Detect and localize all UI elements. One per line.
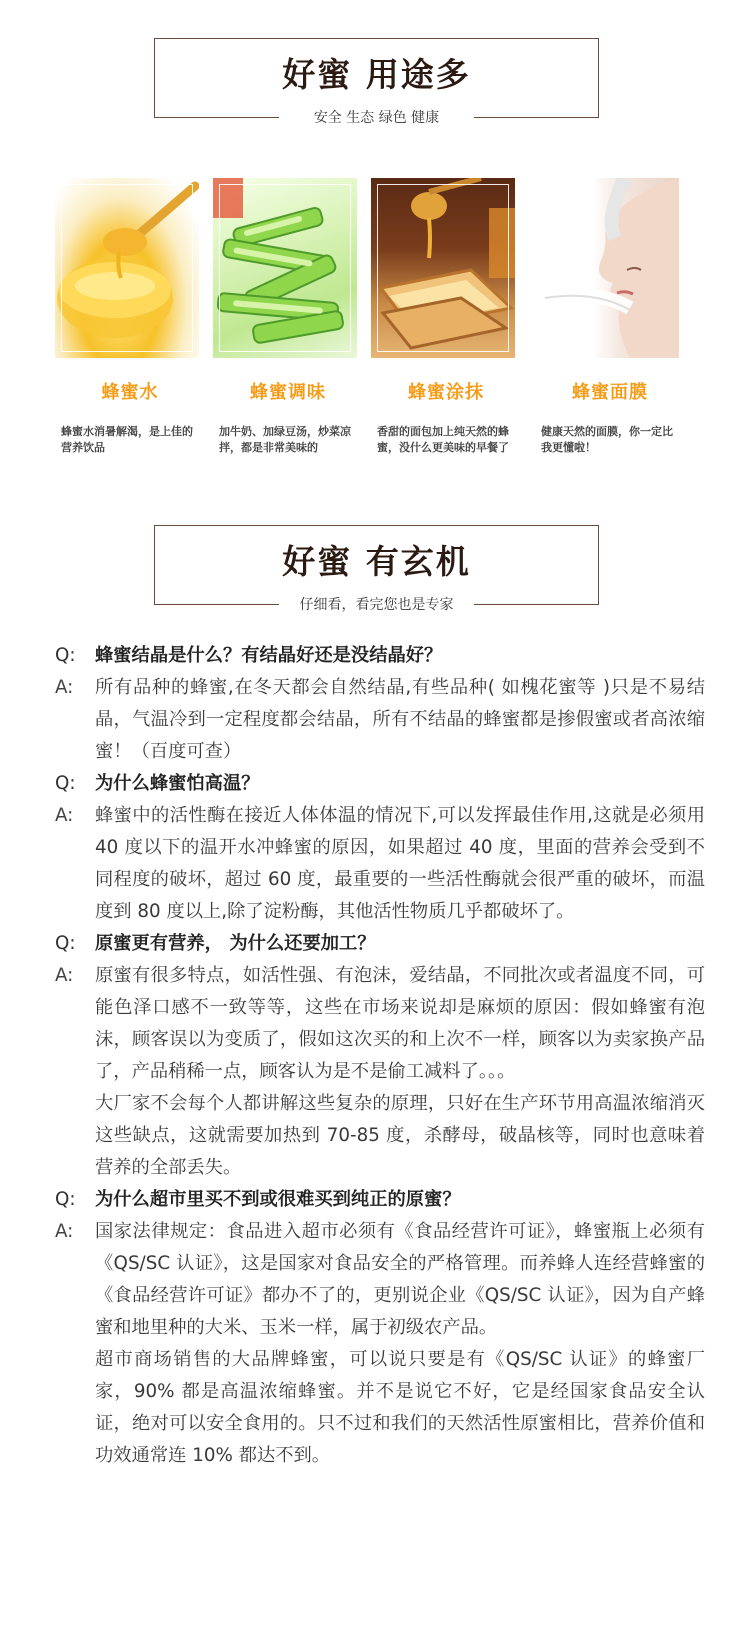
section-secrets-title: 好蜜 有玄机 xyxy=(282,542,471,581)
answer-continued: 大厂家不会每个人都讲解这些复杂的原理，只好在生产环节用高温浓缩消灭这些缺点，这就需要加热到 70-85 度，杀酵母，破晶核等，同时也意味着营养的全部丢失。 xyxy=(95,1093,705,1178)
question-text: 为什么超市里买不到或很难买到纯正的原蜜？ xyxy=(95,1189,461,1210)
section-uses-header xyxy=(154,38,599,126)
section-secrets-subtitle: 仔细看，看完您也是专家 xyxy=(155,596,598,614)
section-uses-subtitle: 安全 生态 绿色 健康 xyxy=(155,109,598,127)
question-mark: Q: xyxy=(55,773,76,794)
answer-mark: A: xyxy=(55,805,74,826)
answer-text: 国家法律规定：食品进入超市必须有《食品经营许可证》，蜂蜜瓶上必须有《QS/SC 认证》，这是国家对食品安全的严格管理。而养蜂人连经营蜂蜜的《食品经营许可证》都办不了的，更别说企业《QS/SC 认证》，因为自产蜂蜜和地里种的大米、玉米一样，属于初级农产品。 xyxy=(95,1221,705,1338)
use-desc: 健康天然的面膜，你一定比我更懂啦！ xyxy=(541,425,673,454)
answer-continued: 超市商场销售的大品牌蜂蜜，可以说只要是有《QS/SC 认证》的蜂蜜厂家，90% 都是高温浓缩蜂蜜。并不是说它不好，它是经国家食品安全认证，绝对可以安全食用的。只不过和我们的天然活性原蜜相比，营养价值和功效通常连 10% 都达不到。 xyxy=(95,1349,705,1466)
question-text: 为什么蜂蜜怕高温？ xyxy=(95,773,260,794)
use-label: 蜂蜜水 xyxy=(101,382,159,403)
answer xyxy=(55,800,705,928)
question xyxy=(55,768,705,800)
answer-text: 蜂蜜中的活性酶在接近人体体温的情况下,可以发挥最佳作用,这就是必须用 40 度以下的温开水冲蜂蜜的原因，如果超过 40 度，里面的营养会受到不同程度的破坏，超过 60 度，最重要的一些活性酶就会很严重的破坏，而温度到 80 度以上,除了淀粉酶，其他活性物质几乎都破坏了。 xyxy=(95,805,705,922)
use-label: 蜂蜜调味 xyxy=(250,382,326,403)
answer-text: 所有品种的蜂蜜,在冬天都会自然结晶,有些品种( 如槐花蜜等 )只是不易结晶，气温冷到一定程度都会结晶，所有不结晶的蜂蜜都是掺假蜜或者高浓缩蜜！（百度可查） xyxy=(95,677,705,762)
section-secrets-header xyxy=(154,525,599,613)
use-desc: 香甜的面包加上纯天然的蜂蜜，没什么更美味的早餐了 xyxy=(377,425,509,454)
uses-grid xyxy=(55,178,705,478)
question-mark: Q: xyxy=(55,645,76,666)
section-uses-title: 好蜜 用途多 xyxy=(282,55,471,94)
use-desc: 加牛奶、加绿豆汤，炒菜凉拌，都是非常美味的 xyxy=(219,425,351,454)
honey-spoon-image xyxy=(55,178,199,358)
use-label: 蜂蜜面膜 xyxy=(572,382,648,403)
question xyxy=(55,640,705,672)
use-card-seasoning xyxy=(213,178,363,456)
qa-list xyxy=(55,640,705,1472)
answer xyxy=(55,960,705,1088)
question xyxy=(55,928,705,960)
question-mark: Q: xyxy=(55,1189,76,1210)
answer-mark: A: xyxy=(55,965,74,986)
use-card-honey-water xyxy=(55,178,205,456)
question-mark: Q: xyxy=(55,933,76,954)
answer xyxy=(55,1216,705,1344)
answer-text: 原蜜有很多特点，如活性强、有泡沫，爱结晶，不同批次或者温度不同，可能色泽口感不一致等等，这些在市场来说却是麻烦的原因：假如蜂蜜有泡沫，顾客误以为变质了，假如这次买的和上次不一样，顾客以为卖家换产品了，产品稍稀一点，顾客认为是不是偷工减料了。。。 xyxy=(95,965,705,1082)
answer xyxy=(55,672,705,768)
answer-mark: A: xyxy=(55,1221,74,1242)
answer-mark: A: xyxy=(55,677,74,698)
cucumber-dish-image xyxy=(213,178,357,358)
use-card-face-mask xyxy=(535,178,685,456)
question xyxy=(55,1184,705,1216)
face-mask-image xyxy=(535,178,679,358)
question-text: 蜂蜜结晶是什么？有结晶好还是没结晶好？ xyxy=(95,645,443,666)
honey-toast-image xyxy=(371,178,515,358)
question-text: 原蜜更有营养， 为什么还要加工？ xyxy=(95,933,376,954)
use-label: 蜂蜜涂抹 xyxy=(408,382,484,403)
use-card-spread xyxy=(371,178,521,456)
use-desc: 蜂蜜水消暑解渴，是上佳的营养饮品 xyxy=(61,425,193,454)
